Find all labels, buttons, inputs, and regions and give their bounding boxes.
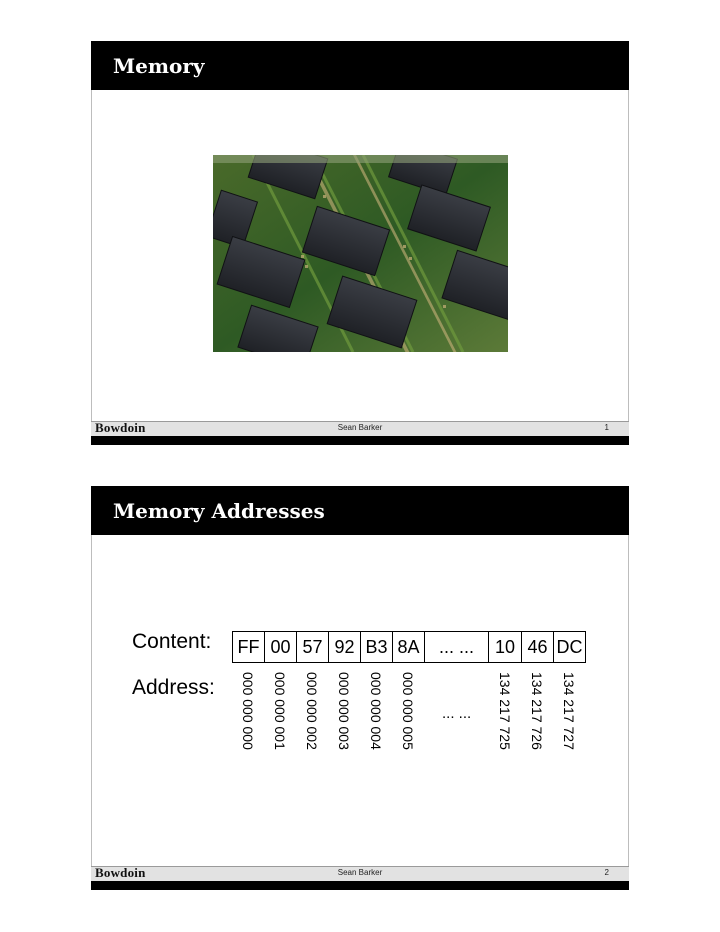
memory-cell: B3 (361, 632, 393, 662)
slide-title: Memory Addresses (113, 499, 325, 523)
memory-cell: 10 (489, 632, 522, 662)
page-number: 2 (604, 868, 609, 877)
footer-bar (91, 881, 629, 890)
memory-cell: FF (233, 632, 265, 662)
address-label-vertical: 000 000 000 (240, 672, 256, 750)
slide-2 (91, 486, 629, 890)
author-name: Sean Barker (337, 868, 383, 877)
memory-cell: 92 (329, 632, 361, 662)
memory-content-row (232, 631, 586, 663)
author-name: Sean Barker (337, 423, 383, 432)
address-label-vertical: 000 000 004 (368, 672, 384, 750)
slide-title: Memory (113, 54, 205, 78)
address-label-vertical: 000 000 002 (304, 672, 320, 750)
content-label: Content: (132, 630, 212, 653)
page-number: 1 (604, 423, 609, 432)
address-label: Address: (132, 676, 215, 699)
title-bar (91, 41, 629, 90)
memory-cell: 46 (522, 632, 554, 662)
address-label-vertical: 000 000 003 (336, 672, 352, 750)
footer-strip (91, 421, 629, 436)
memory-chips-photo (213, 155, 508, 352)
memory-cell-ellipsis: ... ... (425, 632, 489, 662)
memory-chips-image (213, 155, 508, 352)
footer-bar (91, 436, 629, 445)
address-label-vertical: 134 217 726 (529, 672, 545, 750)
memory-cell: 8A (393, 632, 425, 662)
memory-cell: DC (554, 632, 586, 662)
bowdoin-logo: Bowdoin (95, 865, 146, 880)
slide-footer (91, 421, 629, 445)
title-bar (91, 486, 629, 535)
address-label-vertical: 134 217 725 (497, 672, 513, 750)
memory-cell: 57 (297, 632, 329, 662)
address-label-vertical: 000 000 005 (400, 672, 416, 750)
memory-cell: 00 (265, 632, 297, 662)
address-label-vertical: 000 000 001 (272, 672, 288, 750)
bowdoin-logo: Bowdoin (95, 420, 146, 435)
footer-strip (91, 866, 629, 881)
slide-1 (91, 41, 629, 445)
address-label-vertical: 134 217 727 (561, 672, 577, 750)
slide-footer (91, 866, 629, 890)
address-ellipsis: ... ... (442, 705, 472, 722)
